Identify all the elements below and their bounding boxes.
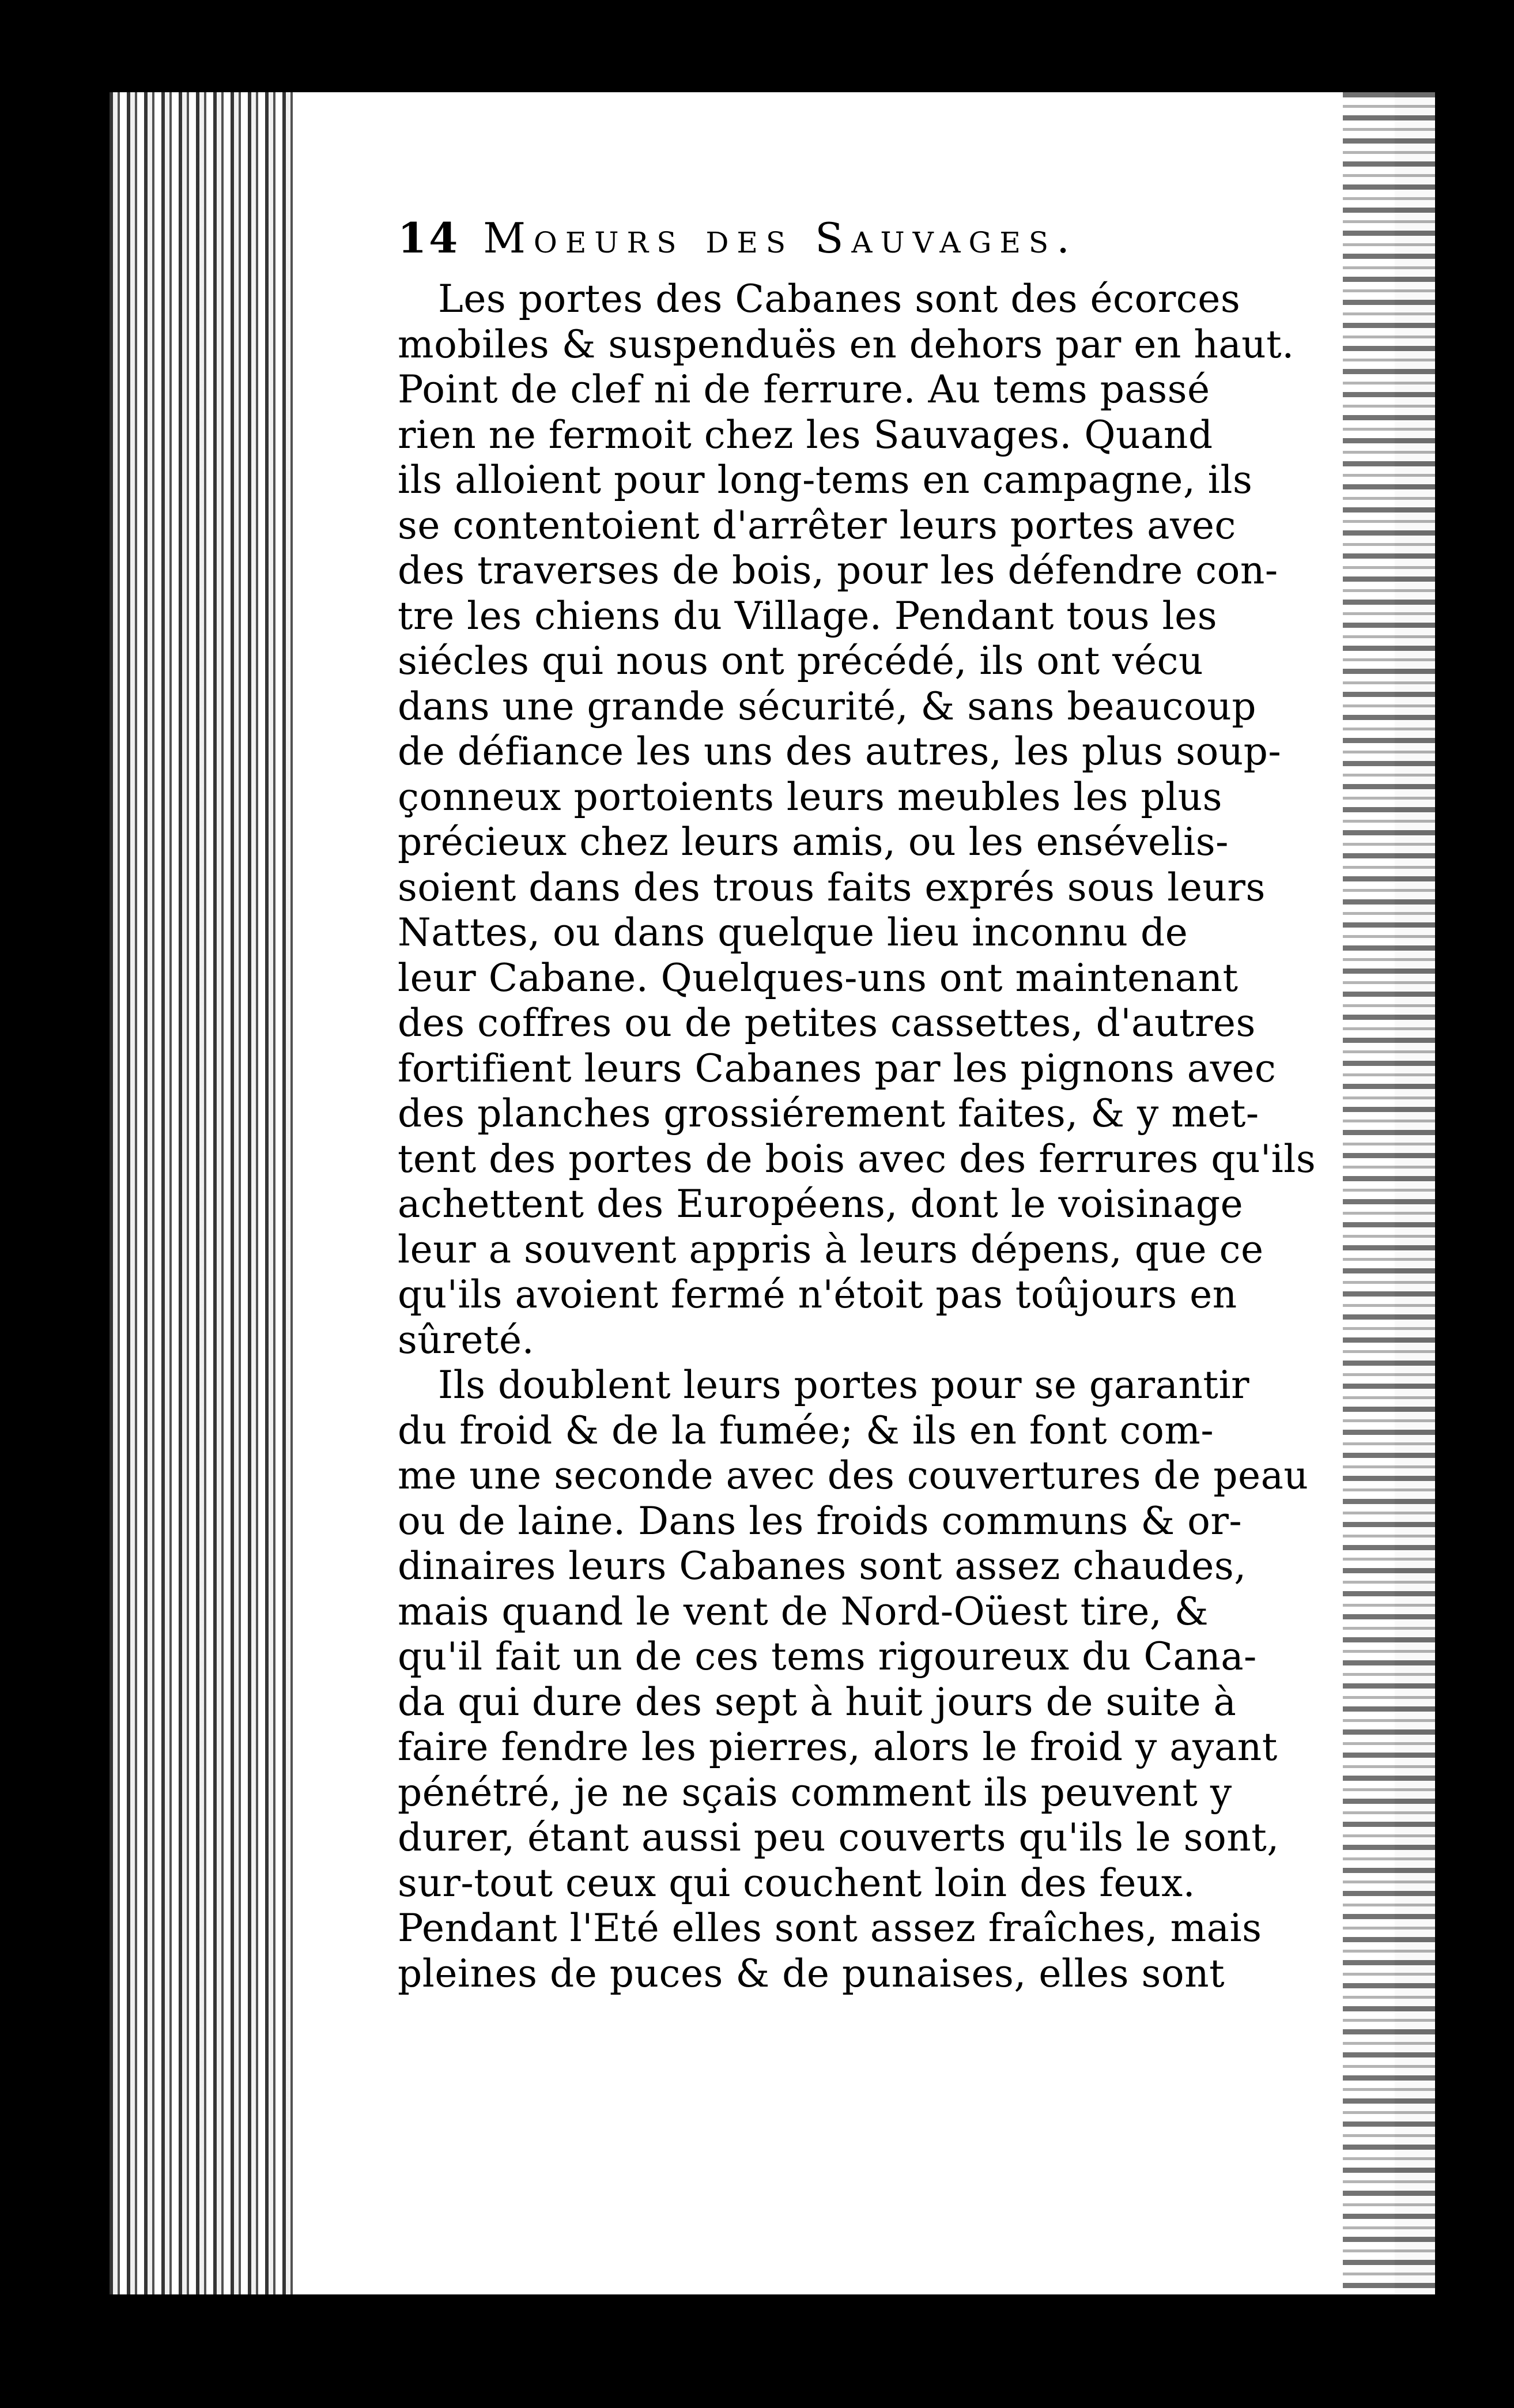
page-number: 14 bbox=[398, 213, 460, 262]
page-edge-right bbox=[1343, 92, 1435, 2294]
text-line: des traverses de bois, pour les défendre con- bbox=[398, 548, 1278, 593]
text-line: fortifient leurs Cabanes par les pignons avec bbox=[398, 1046, 1277, 1091]
text-line: dinaires leurs Cabanes sont assez chaudes, bbox=[398, 1544, 1247, 1588]
text-line: dans une grande sécurité, & sans beaucoup bbox=[398, 684, 1256, 729]
text-line: Ils doublent leurs portes pour se garantir bbox=[438, 1363, 1250, 1407]
text-line: Pendant l'Eté elles sont assez fraîches, mais bbox=[398, 1906, 1262, 1950]
text-line: se contentoient d'arrêter leurs portes avec bbox=[398, 503, 1236, 548]
text-line: Point de clef ni de ferrure. Au tems passé bbox=[398, 367, 1210, 412]
running-head bbox=[398, 213, 1308, 277]
text-line: ou de laine. Dans les froids communs & or- bbox=[398, 1498, 1243, 1543]
text-line: da qui dure des sept à huit jours de suite à bbox=[398, 1679, 1237, 1724]
text-line: çonneux portoients leurs meubles les plus bbox=[398, 774, 1223, 819]
text-line: durer, étant aussi peu couverts qu'ils le sont, bbox=[398, 1815, 1279, 1860]
binding-gutter-left bbox=[110, 92, 300, 2294]
text-line: soient dans des trous faits exprés sous leurs bbox=[398, 865, 1266, 910]
text-line: tent des portes de bois avec des ferrures qu'ils bbox=[398, 1136, 1316, 1181]
text-line: des coffres ou de petites cassettes, d'autres bbox=[398, 1001, 1256, 1045]
text-line: Les portes des Cabanes sont des écorces bbox=[438, 277, 1241, 321]
text-line: leur Cabane. Quelques-uns ont maintenant bbox=[398, 955, 1239, 1000]
text-line: mais quand le vent de Nord-Oüest tire, & bbox=[398, 1589, 1209, 1634]
text-line: qu'ils avoient fermé n'étoit pas toûjours en bbox=[398, 1272, 1237, 1317]
text-line: ils alloient pour long-tems en campagne, ils bbox=[398, 458, 1253, 502]
text-line: sur-tout ceux qui couchent loin des feux. bbox=[398, 1860, 1196, 1905]
text-line: précieux chez leurs amis, ou les ensévelis- bbox=[398, 820, 1229, 864]
text-line: me une seconde avec des couvertures de peau bbox=[398, 1453, 1309, 1498]
text-line: faire fendre les pierres, alors le froid y ayant bbox=[398, 1725, 1278, 1769]
text-line: de défiance les uns des autres, les plus soup- bbox=[398, 729, 1282, 774]
text-line: tre les chiens du Village. Pendant tous les bbox=[398, 593, 1218, 638]
text-line: Nattes, ou dans quelque lieu inconnu de bbox=[398, 910, 1188, 955]
text-line: pleines de puces & de punaises, elles sont bbox=[398, 1951, 1225, 1996]
text-line: leur a souvent appris à leurs dépens, que ce bbox=[398, 1227, 1264, 1272]
text-line: mobiles & suspenduës en dehors par en haut. bbox=[398, 322, 1294, 367]
text-line: du froid & de la fumée; & ils en font com- bbox=[398, 1408, 1214, 1453]
text-line: rien ne fermoit chez les Sauvages. Quand bbox=[398, 412, 1213, 457]
running-title: Moeurs des Sauvages. bbox=[483, 214, 1078, 262]
text-line: achettent des Européens, dont le voisinage bbox=[398, 1182, 1244, 1226]
text-line: qu'il fait un de ces tems rigoureux du Cana- bbox=[398, 1634, 1257, 1679]
text-block bbox=[398, 213, 1316, 1996]
text-line: des planches grossiérement faites, & y met- bbox=[398, 1091, 1259, 1136]
text-line: pénétré, je ne sçais comment ils peuvent y bbox=[398, 1770, 1232, 1815]
text-line: sûreté. bbox=[398, 1317, 535, 1362]
text-line: siécles qui nous ont précédé, ils ont vécu bbox=[398, 639, 1203, 683]
